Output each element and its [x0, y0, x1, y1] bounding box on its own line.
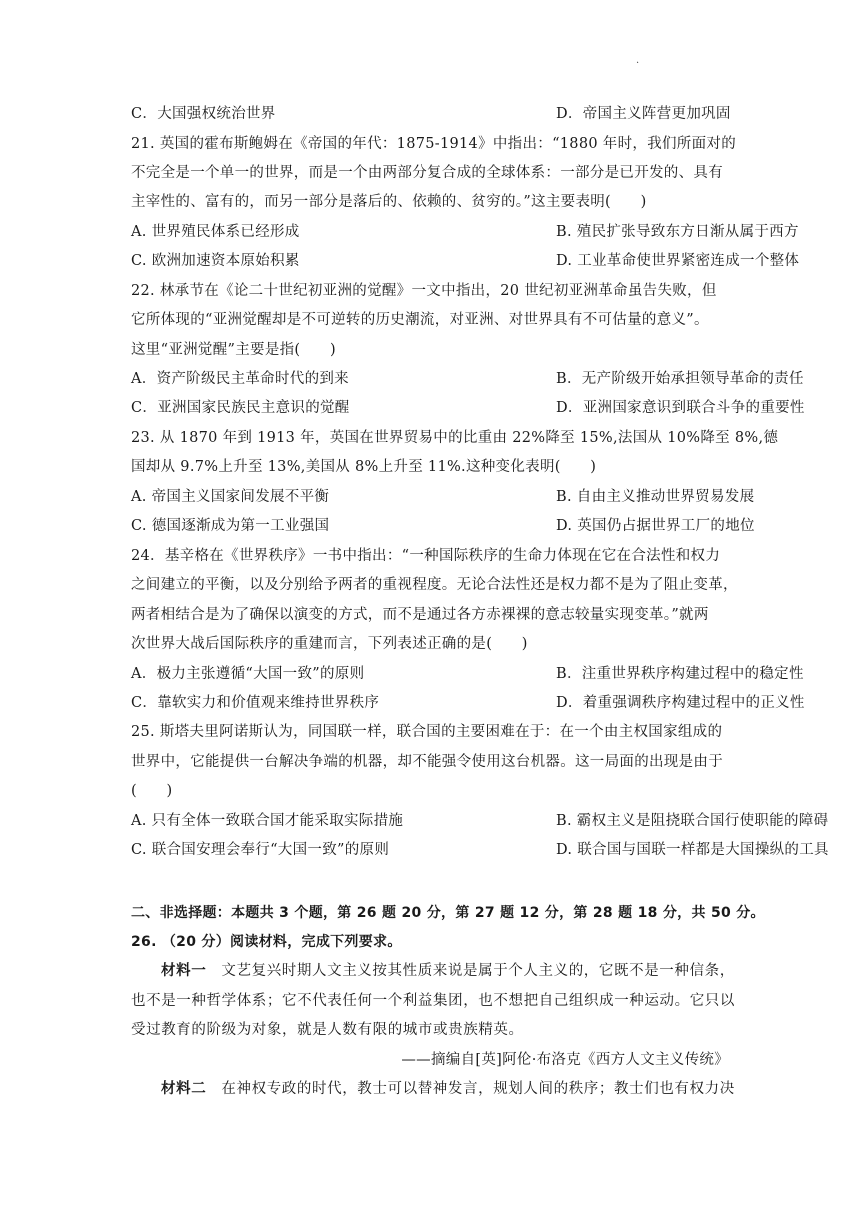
q25-stem-line-2: 世界中，它能提供一台解决争端的机器，却不能强令使用这台机器。这一局面的出现是由于 — [131, 754, 723, 770]
q24-stem-line-1: 24．基辛格在《世界秩序》一书中指出：“一种国际秩序的生命力体现在它在合法性和权力 — [131, 548, 721, 564]
q21-stem-line-2: 不完全是一个单一的世界，而是一个由两部分复合成的全球体系：一部分是已开发的、具有 — [131, 165, 723, 181]
q22-stem-line-2: 它所体现的“亚洲觉醒却是不可逆转的历史潮流，对亚洲、对世界具有不可估量的意义”。 — [131, 312, 709, 328]
q24-stem-line-2: 之间建立的平衡，以及分别给予两者的重视程度。无论合法性还是权力都不是为了阻止变革， — [131, 577, 738, 593]
q21-options-ab — [131, 222, 799, 242]
q22-options-cd — [131, 398, 805, 418]
q21-stem-line-1: 21. 英国的霍布斯鲍姆在《帝国的年代：1875-1914》中指出：“1880 年时，我们所面对的 — [131, 136, 736, 152]
q25-option-d[interactable]: D. 联合国与国联一样都是大国操纵的工具 — [556, 842, 829, 858]
q21-options-cd — [131, 251, 800, 271]
q23-options-cd — [131, 516, 755, 536]
q25-options-ab — [131, 811, 829, 831]
q24-stem-line-3: 两者相结合是为了确保以演变的方式，而不是通过各方赤裸裸的意志较量实现变革。”就两 — [131, 607, 709, 623]
q24-option-b[interactable]: B．注重世界秩序构建过程中的稳定性 — [556, 666, 804, 682]
material-2-label: 材料二 — [161, 1081, 207, 1097]
material-1-label: 材料一 — [161, 963, 207, 979]
material-1-line-2: 也不是一种哲学体系；它不代表任何一个利益集团，也不想把自己组织成一种运动。它只以 — [131, 993, 735, 1009]
q21-option-b[interactable]: B. 殖民扩张导致东方日渐从属于西方 — [556, 224, 799, 240]
q24-stem-line-4: 次世界大战后国际秩序的重建而言，下列表述正确的是( ) — [131, 636, 528, 652]
q22-option-a[interactable]: A．资产阶级民主革命时代的到来 — [131, 371, 349, 387]
q22-option-c[interactable]: C．亚洲国家民族民主意识的觉醒 — [131, 400, 350, 416]
q22-options-ab — [131, 369, 804, 389]
q24-option-d[interactable]: D．着重强调秩序构建过程中的正义性 — [556, 695, 805, 711]
material-1-text-1: 文艺复兴时期人文主义按其性质来说是属于个人主义的，它既不是一种信条， — [206, 963, 735, 979]
q20-option-c[interactable]: C．大国强权统治世界 — [131, 106, 276, 122]
q23-options-ab — [131, 487, 755, 507]
q23-stem-line-2: 国却从 9.7%上升至 13%,美国从 8%上升至 11%.这种变化表明( ) — [131, 459, 597, 475]
q23-option-b[interactable]: B. 自由主义推动世界贸易发展 — [556, 489, 755, 505]
q22-stem-line-3: 这里“亚洲觉醒”主要是指( ) — [131, 342, 336, 358]
q22-stem-line-1: 22. 林承节在《论二十世纪初亚洲的觉醒》一文中指出，20 世纪初亚洲革命虽告失败，但 — [131, 283, 717, 299]
material-2-line-1 — [161, 1079, 735, 1099]
page-mark: · — [636, 58, 640, 69]
material-1-source: ——摘编自[英]阿伦·布洛克《西方人文主义传统》 — [401, 1052, 729, 1068]
q21-option-d[interactable]: D. 工业革命使世界紧密连成一个整体 — [556, 253, 800, 269]
q22-option-b[interactable]: B．无产阶级开始承担领导革命的责任 — [556, 371, 804, 387]
q24-options-cd — [131, 693, 805, 713]
q25-option-c[interactable]: C. 联合国安理会奉行“大国一致”的原则 — [131, 842, 390, 858]
q26-heading: 26. （20 分）阅读材料，完成下列要求。 — [131, 934, 402, 950]
q24-option-c[interactable]: C．靠软实力和价值观来维持世界秩序 — [131, 695, 380, 711]
q23-stem-line-1: 23. 从 1870 年到 1913 年，英国在世界贸易中的比重由 22%降至 15%,法国从 10%降至 8%,德 — [131, 430, 779, 446]
q23-option-d[interactable]: D. 英国仍占据世界工厂的地位 — [556, 518, 755, 534]
q24-option-a[interactable]: A．极力主张遵循“大国一致”的原则 — [131, 666, 365, 682]
q21-option-c[interactable]: C. 欧洲加速资本原始积累 — [131, 253, 300, 269]
q25-option-a[interactable]: A. 只有全体一致联合国才能采取实际措施 — [131, 813, 404, 829]
q20-option-d[interactable]: D．帝国主义阵营更加巩固 — [556, 106, 731, 122]
section-heading: 二、非选择题：本题共 3 个题，第 26 题 20 分，第 27 题 12 分，第 28 题 18 分，共 50 分。 — [131, 905, 765, 921]
q21-stem-line-3: 主宰性的、富有的，而另一部分是落后的、依赖的、贫穷的。”这主要表明( ) — [131, 194, 647, 210]
q25-option-b[interactable]: B. 霸权主义是阻挠联合国行使职能的障碍 — [556, 813, 829, 829]
material-1-line-3: 受过教育的阶级为对象，就是人数有限的城市或贵族精英。 — [131, 1022, 524, 1038]
q25-stem-line-1: 25. 斯塔夫里阿诺斯认为，同国联一样，联合国的主要困难在于：在一个由主权国家组成的 — [131, 724, 723, 740]
q25-stem-line-3: ( ) — [131, 783, 173, 799]
q24-options-ab — [131, 664, 804, 684]
q23-option-a[interactable]: A. 帝国主义国家间发展不平衡 — [131, 489, 330, 505]
q25-options-cd — [131, 840, 829, 860]
q20-options — [131, 104, 731, 124]
q21-option-a[interactable]: A. 世界殖民体系已经形成 — [131, 224, 300, 240]
q22-option-d[interactable]: D．亚洲国家意识到联合斗争的重要性 — [556, 400, 805, 416]
material-1-line-1 — [161, 961, 735, 981]
material-2-text-1: 在神权专政的时代，教士可以替神发言，规划人间的秩序；教士们也有权力决 — [206, 1081, 735, 1097]
q23-option-c[interactable]: C. 德国逐渐成为第一工业强国 — [131, 518, 330, 534]
